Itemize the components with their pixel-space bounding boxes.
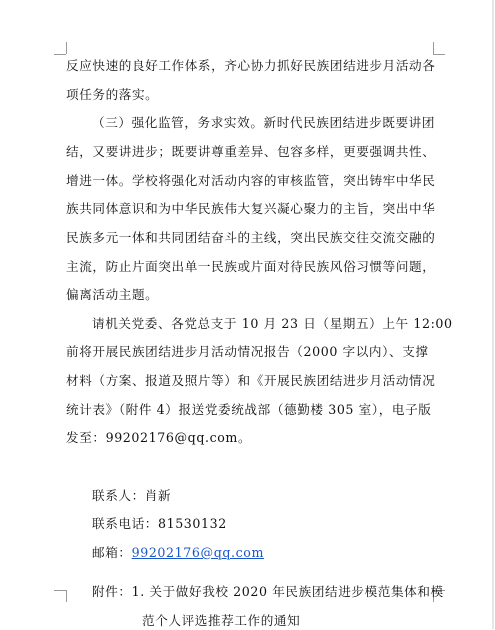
paragraph-3-line-2: 前将开展民族团结进步月活动情况报告（2000 字以内）、支撑 <box>66 344 429 359</box>
contact-phone <box>92 515 227 533</box>
paragraph-1-line-2: 项任务的落实。 <box>66 87 159 102</box>
contact-email-label: 邮箱： <box>92 545 132 560</box>
contact-person <box>92 487 171 505</box>
paragraph-3-line-5: 发至：99202176@qq.com。 <box>66 430 252 445</box>
page-edge <box>492 0 494 629</box>
email-link[interactable]: 99202176@qq.com <box>131 545 264 560</box>
paragraph-3-line-1: 请机关党委、各党总支于 10 月 23 日（星期五）上午 12:00 <box>92 316 453 331</box>
contact-person-name: 肖新 <box>144 488 172 503</box>
contact-person-label: 联系人： <box>92 488 145 503</box>
contact-email <box>92 544 264 562</box>
paragraph-2-line-6: 主流，防止片面突出单一民族或片面对待民族风俗习惯等问题， <box>66 259 436 274</box>
paragraph-1-line-1: 反应快速的良好工作体系，齐心协力抓好民族团结进步月活动各 <box>66 58 436 73</box>
paragraph-2-line-4: 族共同体意识和为中华民族伟大复兴凝心聚力的主旨，突出中华 <box>66 201 436 216</box>
contact-phone-label: 联系电话： <box>92 516 158 531</box>
paragraph-2-line-2: 结，又要讲进步；既要讲尊重差异、包容多样，更要强调共性、 <box>66 144 436 159</box>
paragraph-3-line-3: 材料（方案、报道及照片等）和《开展民族团结进步月活动情况 <box>66 373 436 388</box>
attachment-item-1: 1. 关于做好我校 2020 年民族团结进步模范集体和模 <box>131 584 444 599</box>
attachment-line-2: 范个人评选推荐工作的通知 <box>142 613 301 628</box>
attachment-label: 附件： <box>92 584 132 599</box>
paragraph-2-line-7: 偏离活动主题。 <box>66 287 159 302</box>
paragraph-2-line-1: （三）强化监管，务求实效。新时代民族团结进步既要讲团 <box>92 115 436 130</box>
paragraph-3-line-4: 统计表》（附件 4）报送党委统战部（德勤楼 305 室），电子版 <box>66 402 432 417</box>
attachment-line-1 <box>92 583 444 601</box>
contact-phone-number: 81530132 <box>157 516 227 531</box>
paragraph-2-line-5: 民族多元一体和共同团结奋斗的主线，突出民族交往交流交融的 <box>66 230 436 245</box>
paragraph-2-line-3: 增进一体。学校将强化对活动内容的审核监管，突出铸牢中华民 <box>66 173 436 188</box>
